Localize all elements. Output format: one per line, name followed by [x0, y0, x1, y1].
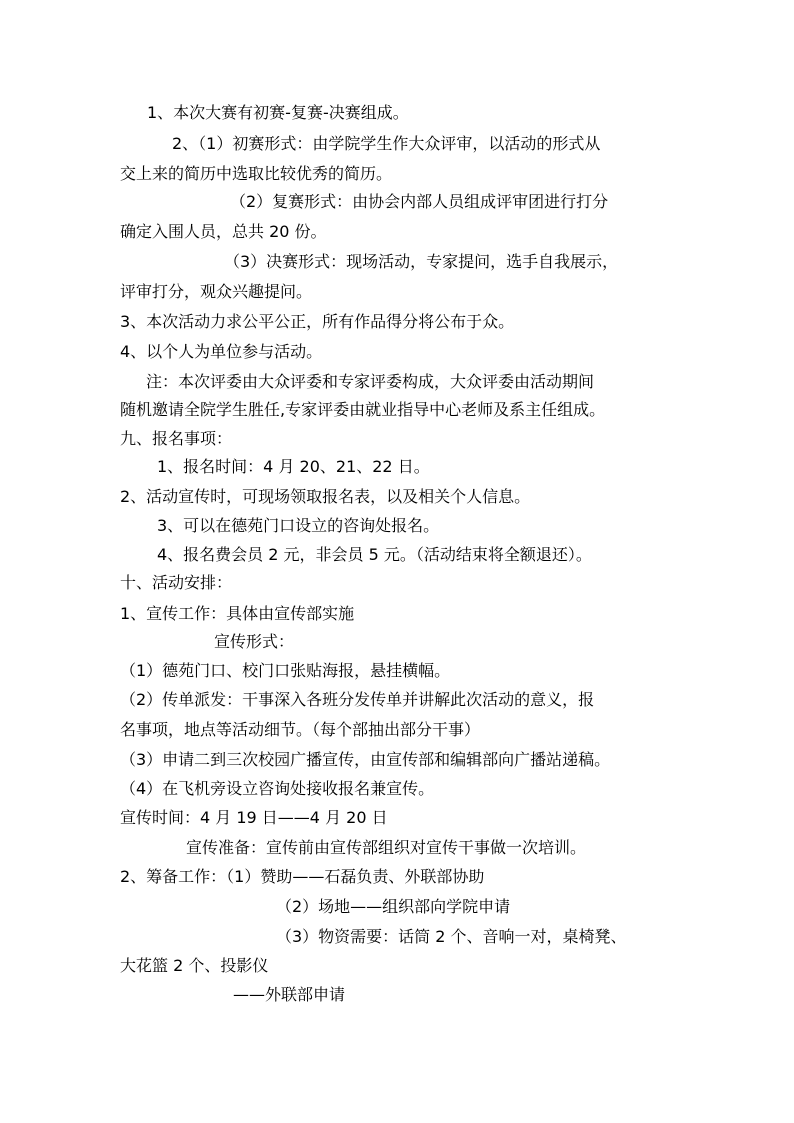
text-line: （4）在飞机旁设立咨询处接收报名兼宣传。 — [120, 779, 435, 798]
text-line: 确定入围人员，总共 20 份。 — [120, 222, 327, 241]
text-line: 3、本次活动力求公平公正，所有作品得分将公布于众。 — [120, 312, 515, 331]
text-line: 随机邀请全院学生胜任,专家评委由就业指导中心老师及系主任组成。 — [120, 400, 606, 419]
text-line: 1、报名时间：4 月 20、21、22 日。 — [157, 457, 430, 476]
text-line: ——外联部申请 — [233, 985, 346, 1004]
text-line: 3、可以在德苑门口设立的咨询处报名。 — [157, 516, 440, 535]
text-line: 注：本次评委由大众评委和专家评委构成，大众评委由活动期间 — [146, 372, 595, 391]
text-line: 宣传形式： — [214, 632, 295, 651]
text-line: 宣传时间：4 月 19 日——4 月 20 日 — [120, 808, 388, 827]
text-line: 2、活动宣传时，可现场领取报名表，以及相关个人信息。 — [120, 487, 531, 506]
text-line: 名事项，地点等活动细节。（每个部抽出部分干事） — [120, 720, 481, 739]
text-line: （3）决赛形式：现场活动，专家提问，选手自我展示， — [224, 252, 619, 271]
text-line: 1、本次大赛有初赛-复赛-决赛组成。 — [147, 103, 409, 122]
text-line: （1）德苑门口、校门口张贴海报，悬挂横幅。 — [120, 661, 451, 680]
text-line: 2、（1）初赛形式：由学院学生作大众评审，以活动的形式从 — [172, 134, 601, 153]
text-line: 评审打分，观众兴趣提问。 — [120, 282, 313, 301]
text-line: （3）物资需要：话筒 2 个、音响一对，桌椅凳、 — [276, 927, 627, 946]
text-line: （2）复赛形式：由协会内部人员组成评审团进行打分 — [230, 192, 609, 211]
text-line: （2）传单派发：干事深入各班分发传单并讲解此次活动的意义，报 — [120, 690, 595, 709]
text-line: 4、报名费会员 2 元，非会员 5 元。（活动结束将全额退还）。 — [157, 545, 592, 564]
text-line: （3）申请二到三次校园广播宣传，由宣传部和编辑部向广播站递稿。 — [120, 750, 611, 769]
text-line: 4、以个人为单位参与活动。 — [120, 342, 323, 361]
text-line: 1、宣传工作：具体由宣传部实施 — [120, 604, 355, 623]
section-heading: 九、报名事项： — [120, 429, 233, 448]
text-line: 交上来的简历中选取比较优秀的简历。 — [120, 164, 393, 183]
text-line: （2）场地——组织部向学院申请 — [276, 897, 511, 916]
text-line: 2、筹备工作：（1）赞助——石磊负责、外联部协助 — [120, 867, 485, 886]
section-heading: 十、活动安排： — [120, 573, 233, 592]
text-line: 宣传准备：宣传前由宣传部组织对宣传干事做一次培训。 — [186, 838, 587, 857]
text-line: 大花篮 2 个、投影仪 — [120, 956, 269, 975]
